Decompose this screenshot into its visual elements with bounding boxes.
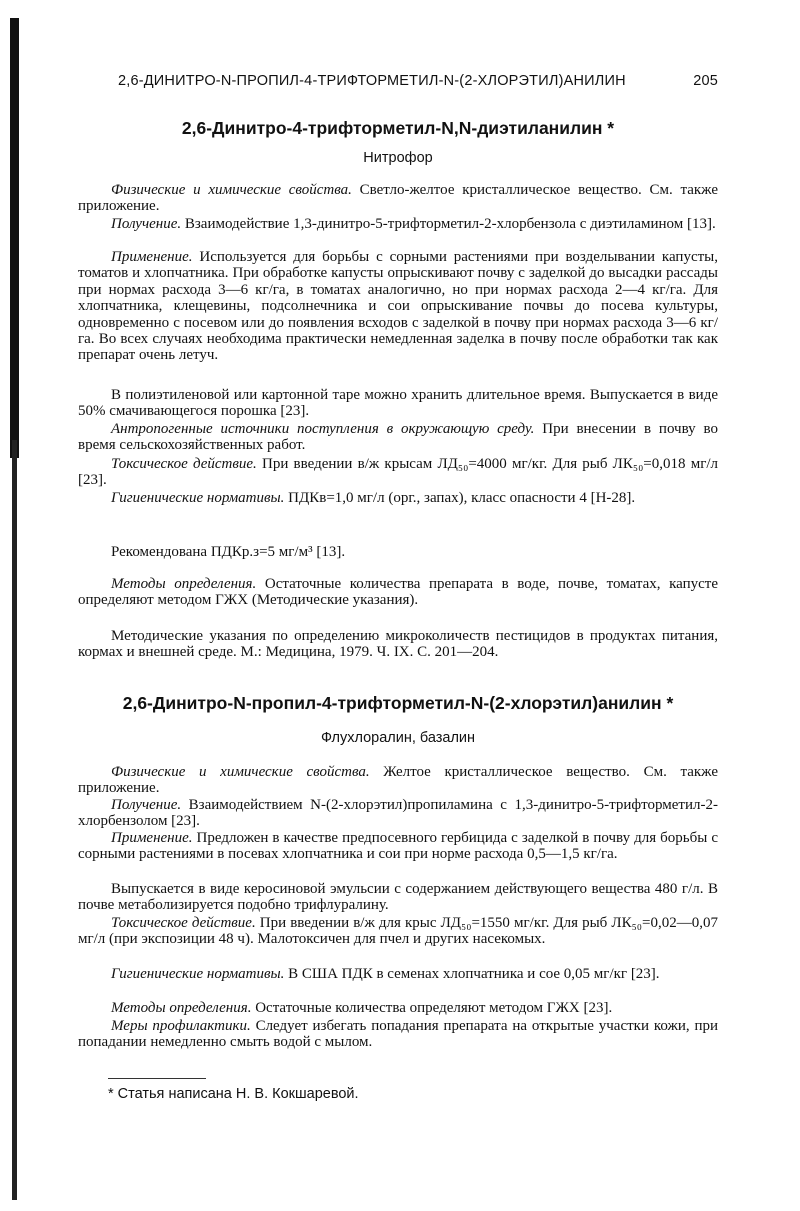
article1-storage: В полиэтиленовой или картонной таре можно хранить длительное время. Выпускается в виде 50% смачивающегося порошка [23]. (78, 387, 718, 420)
article2-preparation: Получение. Взаимодействием N-(2-хлорэтил)пропиламина с 1,3-динитро-5-трифторметил-2-хлорбензолом [23]. (78, 797, 718, 830)
scan-edge-mark-lower (12, 440, 17, 1200)
article2-release: Выпускается в виде керосиновой эмульсии с содержанием действующего вещества 480 г/л. В почве метаболизируется подобно трифлуралину. (78, 881, 718, 914)
footnote-divider (108, 1078, 206, 1079)
sources-label: Антропогенные источники поступления в окружающую среду. (111, 421, 535, 437)
article2-title: 2,6-Динитро-N-пропил-4-трифторметил-N-(2-хлорэтил)анилин * (122, 693, 674, 713)
scan-edge-mark (10, 18, 19, 458)
running-header-text: 2,6-ДИНИТРО-N-ПРОПИЛ-4-ТРИФТОРМЕТИЛ-N-(2-ХЛОРЭТИЛ)АНИЛИН (118, 73, 626, 89)
article1-sources: Антропогенные источники поступления в окружающую среду. При внесении в почву во время сельскохозяйственных работ. (78, 421, 718, 454)
article2-methods: Методы определения. Остаточные количества определяют методом ГЖХ [23]. (111, 1000, 613, 1016)
methods-label: Методы определения. (111, 1000, 252, 1016)
article1-recommended: Рекомендована ПДКр.з=5 мг/м³ [13]. (111, 544, 346, 560)
article2-hygiene: Гигиенические нормативы. В США ПДК в семенах хлопчатника и сое 0,05 мг/кг [23]. (111, 966, 660, 982)
methods-label: Методы определения. (111, 576, 257, 592)
preparation-label: Получение. (111, 216, 182, 232)
application-label: Применение. (111, 249, 193, 265)
article1-properties: Физические и химические свойства. Светло-желтое кристаллическое вещество. См. также приложение. (78, 182, 718, 215)
article1-title: 2,6-Динитро-4-трифторметил-N,N-диэтиланилин * (181, 118, 615, 138)
hygiene-label: Гигиенические нормативы. (111, 966, 285, 982)
toxicity-label: Токсическое действие. (111, 456, 257, 472)
footnote: * Статья написана Н. В. Кокшаревой. (108, 1086, 359, 1102)
properties-label: Физические и химические свойства. (111, 764, 370, 780)
article1-application: Применение. Используется для борьбы с сорными растениями при возделывании капусты, томатов и хлопчатника. При обработке капусты опрыскивают почву с заделкой до высадки рассады при нормах расхода 3—6 кг/га, в томатах аналогично, но при нормах расхода 2—4 кг/га. Для хлопчатника, клещевины, подсолнечника и сои опрыскивание почвы до посева культуры, одновременно с посевом или до появления всходов с заделкой в почву при нормах расхода 3—6 кг/га. Во всех случаях необходима практически немедленная заделка в почву после обработки так как препарат очень летуч. (78, 249, 718, 364)
article1-methods: Методы определения. Остаточные количества препарата в воде, почве, томатах, капусте определяют методом ГЖХ (Методические указания). (78, 576, 718, 609)
article1-synonym: Нитрофор (363, 150, 433, 166)
article1-reference: Методические указания по определению микроколичеств пестицидов в продуктах питания, кормах и внешней среде. М.: Медицина, 1979. Ч. IX. С. 201—204. (78, 628, 718, 661)
toxicity-label: Токсическое действие. (111, 915, 256, 931)
article2-application: Применение. Предложен в качестве предпосевного гербицида с заделкой в почву для борьбы с сорными растениями в посевах хлопчатника и сои при норме расхода 0,5—1,5 кг/га. (78, 830, 718, 863)
application-label: Применение. (111, 830, 193, 846)
preparation-label: Получение. (111, 797, 182, 813)
page-number: 205 (693, 73, 718, 89)
running-header (118, 73, 718, 89)
article2-properties: Физические и химические свойства. Желтое кристаллическое вещество. См. также приложение. (78, 764, 718, 797)
article1-hygiene: Гигиенические нормативы. ПДКв=1,0 мг/л (орг., запах), класс опасности 4 [Н-28]. (111, 490, 636, 506)
article1-preparation: Получение. Взаимодействие 1,3-динитро-5-трифторметил-2-хлорбензола с диэтиламином [13]. (111, 216, 716, 232)
article1-toxicity: Токсическое действие. При введении в/ж крысам ЛД₅₀=4000 мг/кг. Для рыб ЛК₅₀=0,018 мг/л [23]. (78, 456, 719, 489)
properties-label: Физические и химические свойства. (111, 182, 352, 198)
hygiene-label: Гигиенические нормативы. (111, 490, 285, 506)
article2-toxicity: Токсическое действие. При введении в/ж для крыс ЛД₅₀=1550 мг/кг. Для рыб ЛК₅₀=0,02—0,07 мг/л (при экспозиции 48 ч). Малотоксичен для пчел и других насекомых. (78, 915, 718, 948)
article2-prevention: Меры профилактики. Следует избегать попадания препарата на открытые участки кожи, при попадании немедленно смыть водой с мылом. (78, 1018, 718, 1051)
article2-synonym: Флухлоралин, базалин (320, 730, 476, 746)
prevention-label: Меры профилактики. (111, 1018, 251, 1034)
